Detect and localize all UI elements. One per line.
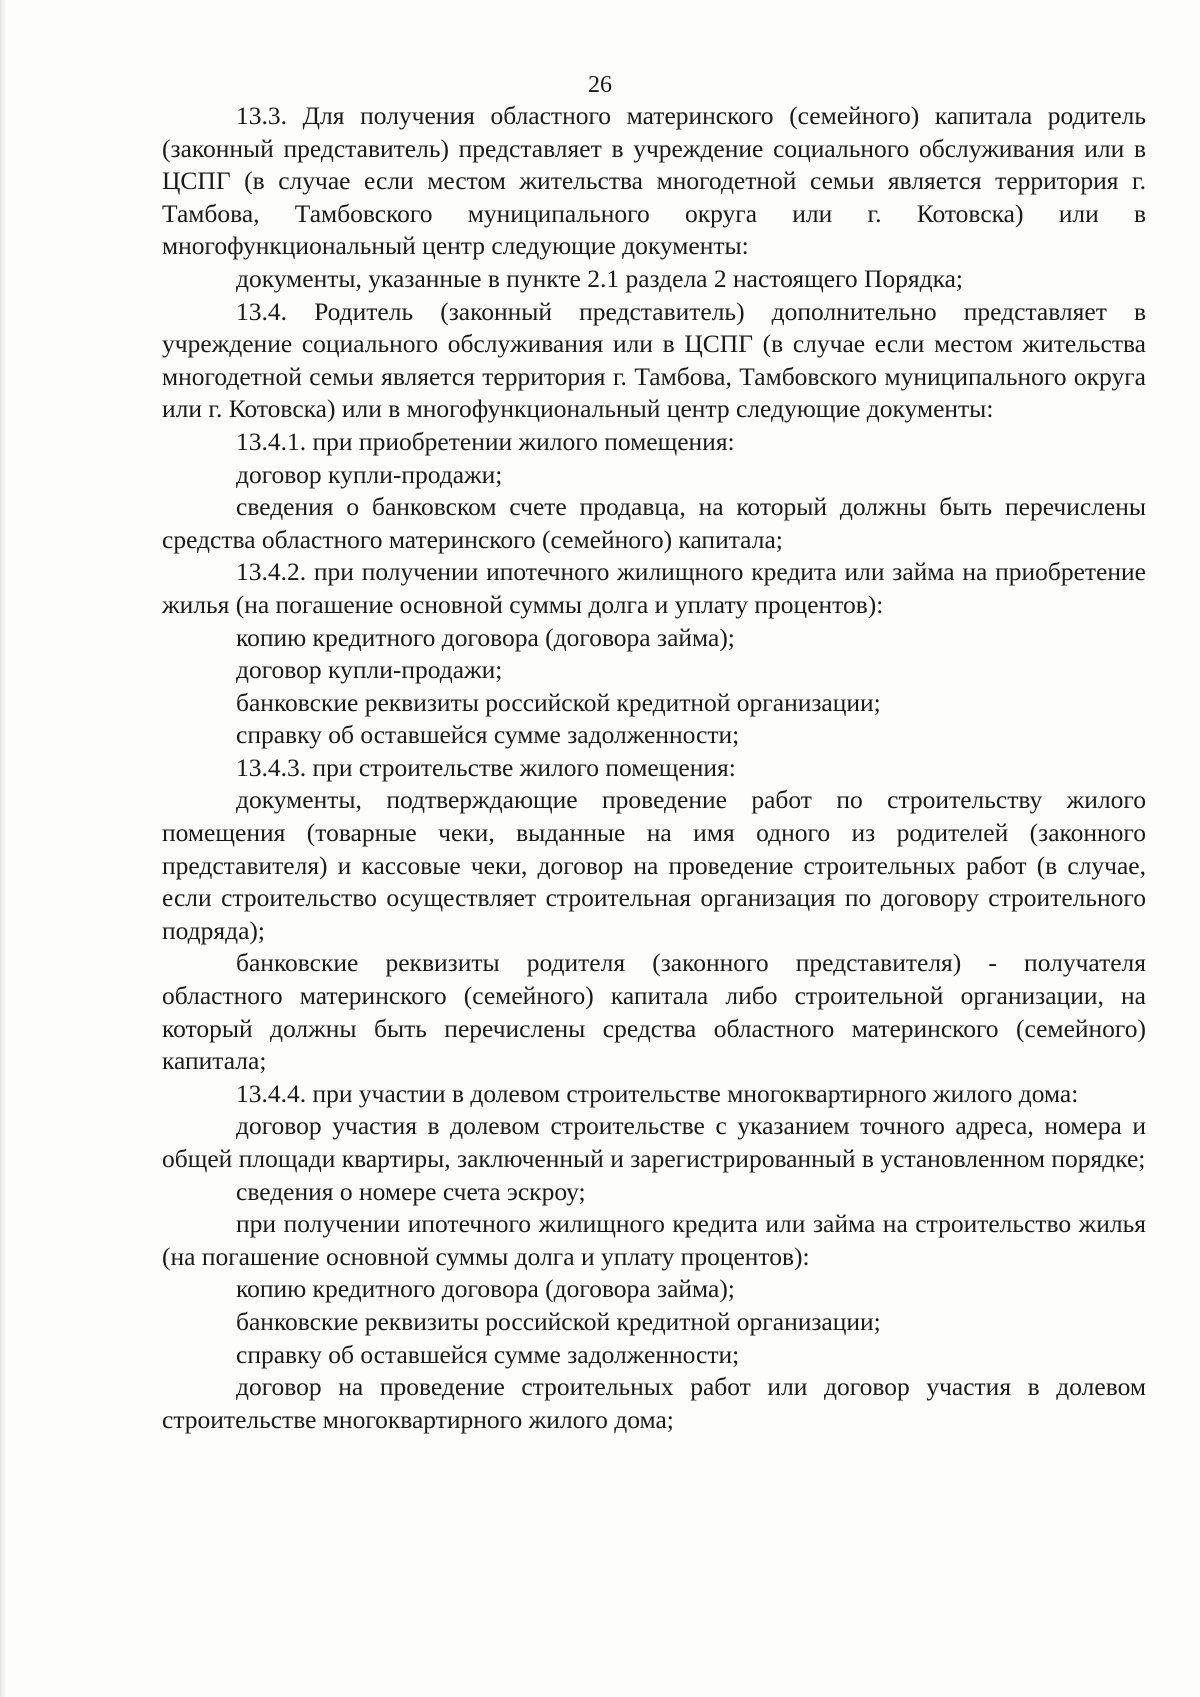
list-item: сведения о банковском счете продавца, на который должны быть перечислены средства областного материнского (семейного) капитала;	[162, 492, 1146, 554]
list-item: при получении ипотечного жилищного кредита или займа на строительство жилья (на погашение основной суммы долга и уплату процентов):	[162, 1209, 1146, 1271]
document-body	[162, 100, 1146, 1436]
list-item: договор участия в долевом строительстве с указанием точного адреса, номера и общей площади квартиры, заключенный и зарегистрированный в установленном порядке;	[162, 1111, 1146, 1173]
list-item: сведения о номере счета эскроу;	[236, 1176, 586, 1206]
list-item: документы, подтверждающие проведение работ по строительству жилого помещения (товарные чеки, выданные на имя одного из родителей (законного представителя) и кассовые чеки, договор на проведение строительных работ (в случае, если строительство осуществляет строительная организация по договору строительного подряда);	[162, 785, 1146, 945]
paragraph-13-4-3: 13.4.3. при строительстве жилого помещения:	[236, 752, 736, 782]
list-item: банковские реквизиты российской кредитной организации;	[236, 687, 881, 717]
paragraph-13-3: 13.3. Для получения областного материнского (семейного) капитала родитель (законный представитель) представляет в учреждение социального обслуживания или в ЦСПГ (в случае если местом жительства многодетной семьи является территория г. Тамбова, Тамбовского муниципального округа или г. Котовска) или в многофункциональный центр следующие документы:	[162, 101, 1146, 261]
list-item: банковские реквизиты родителя (законного представителя) - получателя областного материнского (семейного) капитала либо строительной организации, на который должны быть перечислены средства областного материнского (семейного) капитала;	[162, 948, 1146, 1076]
list-item: договор купли-продажи;	[236, 655, 503, 685]
paragraph-13-4: 13.4. Родитель (законный представитель) дополнительно представляет в учреждение социального обслуживания или в ЦСПГ (в случае если местом жительства многодетной семьи является территория г. Тамбова, Тамбовского муниципального округа или г. Котовска) или в многофункциональный центр следующие документы:	[162, 296, 1146, 424]
page-number: 26	[588, 72, 612, 98]
list-item: копию кредитного договора (договора займа);	[236, 1274, 735, 1304]
list-item: копию кредитного договора (договора займа);	[236, 622, 735, 652]
list-item: справку об оставшейся сумме задолженности;	[236, 720, 740, 750]
scan-edge	[0, 0, 6, 1697]
paragraph-13-4-1: 13.4.1. при приобретении жилого помещения:	[236, 426, 735, 456]
paragraph-13-4-4: 13.4.4. при участии в долевом строительстве многоквартирного жилого дома:	[236, 1078, 1079, 1108]
list-item: справку об оставшейся сумме задолженности;	[236, 1339, 740, 1369]
list-item: договор купли-продажи;	[236, 459, 503, 489]
paragraph-13-4-2: 13.4.2. при получении ипотечного жилищного кредита или займа на приобретение жилья (на погашение основной суммы долга и уплату процентов):	[162, 557, 1146, 619]
list-item: договор на проведение строительных работ или договор участия в долевом строительстве многоквартирного жилого дома;	[162, 1372, 1146, 1434]
list-item: документы, указанные в пункте 2.1 раздела 2 настоящего Порядка;	[236, 263, 963, 293]
list-item: банковские реквизиты российской кредитной организации;	[236, 1306, 881, 1336]
